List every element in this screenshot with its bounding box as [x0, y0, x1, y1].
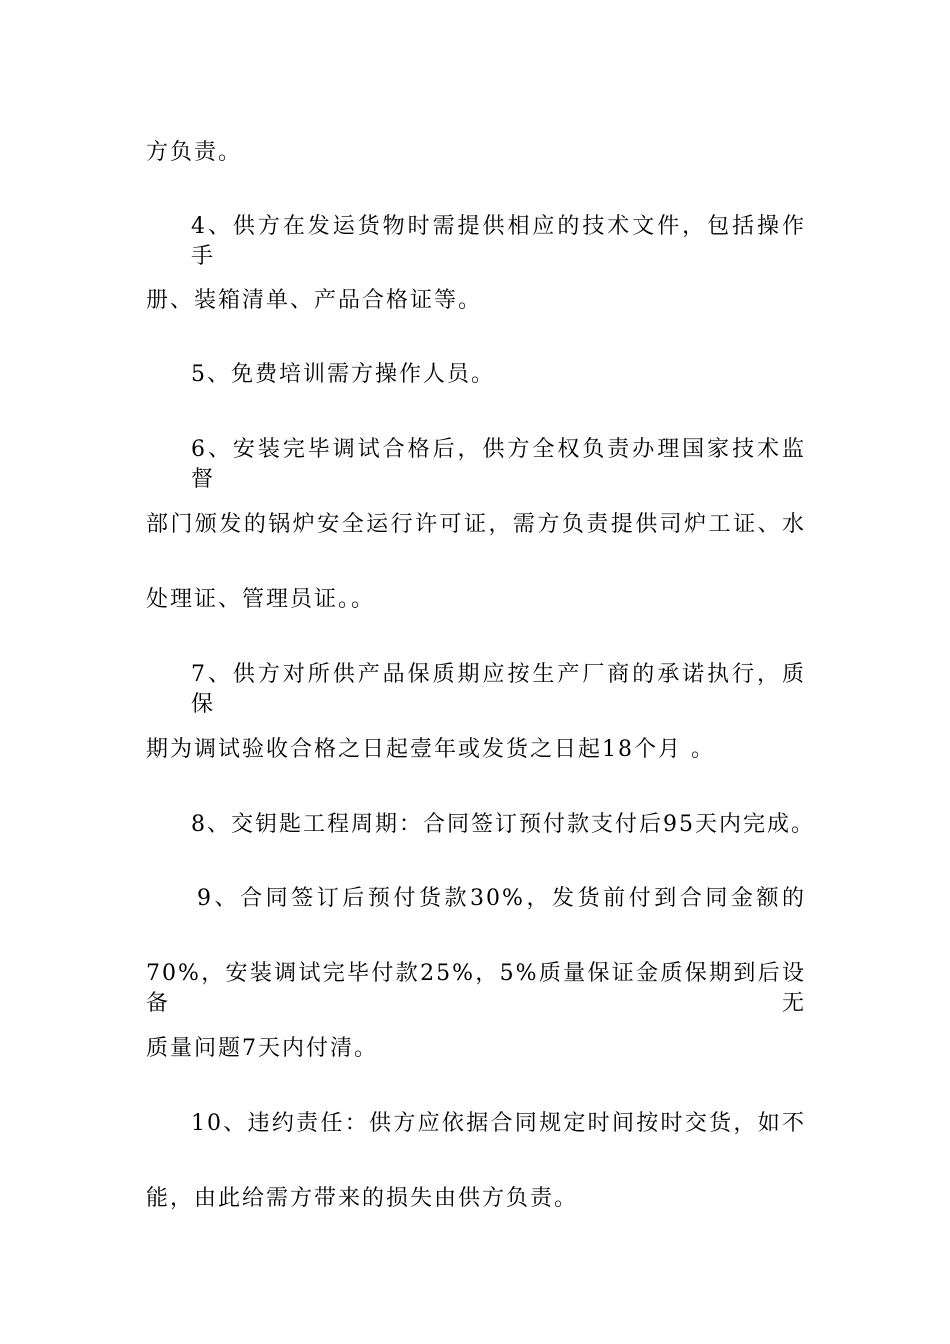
clause-5-line-1: 5、免费培训需方操作人员。	[191, 362, 495, 387]
clause-4-line-1: 4、供方在发运货物时需提供相应的技术文件，包括操作手	[191, 214, 806, 269]
clause-4-line-2: 册、装箱清单、产品合格证等。	[146, 288, 483, 313]
clause-8-line-1: 8、交钥匙工程周期：合同签订预付款支付后95天内完成。	[191, 812, 815, 837]
clause-6-line-2: 部门颁发的锅炉安全运行许可证，需方负责提供司炉工证、水	[146, 512, 806, 537]
clause-7-line-2: 期为调试验收合格之日起壹年或发货之日起18个月 。	[146, 737, 715, 762]
clause-10-line-1: 10、违约责任：供方应依据合同规定时间按时交货，如不	[191, 1111, 806, 1136]
clause-7-line-1: 7、供方对所供产品保质期应按生产厂商的承诺执行，质保	[191, 662, 806, 717]
clause-6-line-3: 处理证、管理员证。。	[146, 587, 376, 612]
clause-9-line-1: 9、合同签订后预付货款30%，发货前付到合同金额的	[197, 886, 806, 911]
text-line-1: 方负责。	[146, 140, 243, 165]
clause-10-line-2: 能，由此给需方带来的损失由供方负责。	[146, 1186, 579, 1211]
clause-6-line-1: 6、安装完毕调试合格后，供方全权负责办理国家技术监督	[191, 437, 806, 492]
clause-9-line-2: 70%，安装调试完毕付款25%，5%质量保证金质保期到后设备无	[146, 961, 806, 1016]
clause-9-line-3: 质量问题7天内付清。	[146, 1036, 378, 1061]
